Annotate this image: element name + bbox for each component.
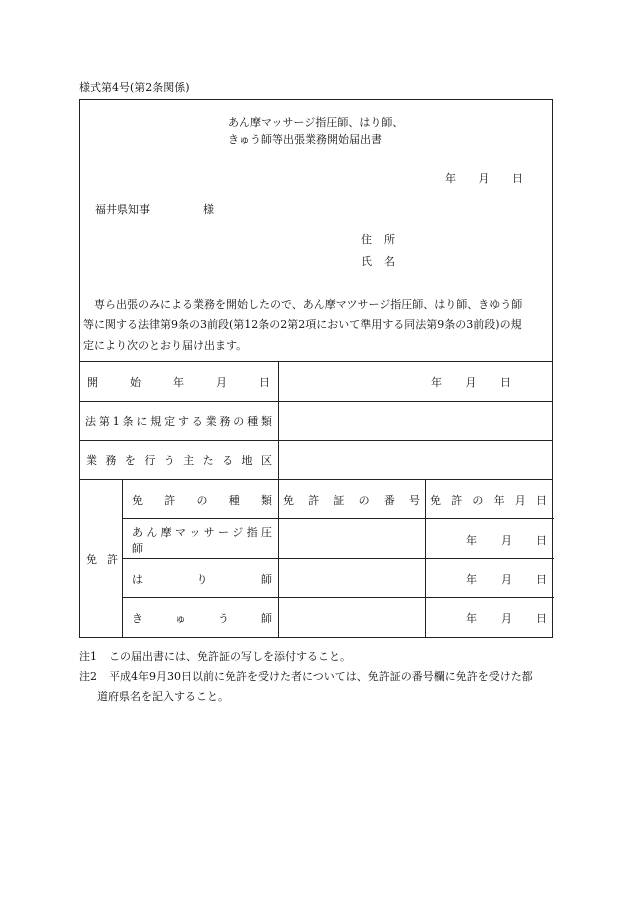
- label-char: 規: [150, 415, 162, 428]
- label-char: 業: [205, 415, 217, 428]
- label-char: の: [233, 415, 245, 428]
- type-char: ー: [217, 526, 229, 539]
- body-text-line1: 専ら出張のみによる業務を開始したので、あん摩マツサージ指圧師、はり師、きゆう師: [94, 298, 523, 311]
- header-char: 日: [535, 494, 547, 507]
- business-type-label: [85, 413, 272, 429]
- license-type-header: [132, 492, 272, 508]
- form-title-line2: きゅう師等出張業務開始届出書: [228, 133, 382, 146]
- license-type-amma-line1: [132, 524, 272, 540]
- table-top-line: [80, 361, 552, 362]
- start-date-label: [87, 374, 270, 390]
- name-label-1: 氏: [361, 255, 372, 268]
- business-type-input[interactable]: [280, 402, 552, 439]
- header-char: の: [358, 494, 370, 507]
- header-char: 年: [493, 494, 505, 507]
- month-unit: 月: [501, 612, 512, 625]
- type-char: 師: [261, 612, 272, 625]
- label-char: 日: [259, 376, 270, 389]
- license-number-header: [283, 492, 420, 508]
- address-field[interactable]: [361, 231, 395, 247]
- type-char: は: [132, 573, 143, 586]
- main-area-label: [86, 452, 272, 468]
- license-type-kyu: [132, 610, 272, 626]
- day-unit: 日: [536, 534, 547, 547]
- label-char: 業: [86, 454, 97, 467]
- note1-label: 注1: [79, 650, 97, 663]
- label-column-divider: [278, 361, 279, 638]
- header-char: 許: [164, 494, 176, 507]
- license-type-hari: [132, 571, 272, 587]
- type-char: 圧: [260, 526, 272, 539]
- day-unit: 日: [536, 612, 547, 625]
- label-char: 地: [241, 454, 253, 467]
- header-char: 番: [383, 494, 395, 507]
- note2-label: 注2: [79, 670, 97, 683]
- label-char: を: [124, 454, 136, 467]
- label-char: 法: [85, 415, 96, 428]
- type-char: あ: [132, 526, 143, 539]
- label-char: 定: [164, 415, 176, 428]
- type-char: う: [218, 612, 229, 625]
- main-area-input[interactable]: [280, 441, 552, 478]
- label-char: る: [191, 415, 203, 428]
- month-unit: 月: [478, 172, 490, 185]
- note2-text-line1: 平成4年9月30日以前に免許を受けた者については、免許証の番号欄に免許を受けた都: [109, 670, 533, 683]
- row-divider-3: [80, 479, 552, 480]
- start-date-input[interactable]: [431, 374, 511, 390]
- label-char: 条: [122, 415, 134, 428]
- license-label-divider: [122, 479, 123, 638]
- name-field[interactable]: [361, 253, 395, 269]
- form-number-label: 様式第4号(第2条関係): [79, 81, 190, 94]
- body-text-line2: 等に関する法律第9条の3前段(第12条の2第2項において準用する同法第9条の3前段)の規: [83, 318, 522, 331]
- license-number-input-kyu[interactable]: [280, 598, 424, 636]
- label-char: 月: [216, 376, 227, 389]
- month-unit: 月: [501, 534, 512, 547]
- year-unit: 年: [466, 612, 477, 625]
- label-char: 類: [260, 415, 272, 428]
- header-char: 証: [333, 494, 345, 507]
- type-char: ん: [146, 526, 158, 539]
- license-number-input-hari[interactable]: [280, 559, 424, 596]
- header-char: の: [472, 494, 484, 507]
- label-char: に: [136, 415, 148, 428]
- recipient-honorific: 様: [203, 203, 214, 216]
- label-char: 行: [144, 454, 156, 467]
- application-form: [79, 99, 553, 638]
- type-char: マ: [174, 526, 186, 539]
- label-char: 免: [86, 553, 97, 566]
- label-char: た: [202, 454, 214, 467]
- year-unit: 年: [445, 172, 456, 185]
- form-title-line1: あん摩マッサージ指圧師、はり師、: [228, 116, 404, 129]
- header-char: 免: [430, 494, 441, 507]
- label-char: る: [222, 454, 234, 467]
- day-unit: 日: [500, 376, 511, 389]
- license-date-input-kyu[interactable]: [466, 610, 547, 626]
- type-char: サ: [203, 526, 215, 539]
- type-char: 師: [261, 573, 272, 586]
- label-char: す: [177, 415, 189, 428]
- month-unit: 月: [501, 573, 512, 586]
- license-number-input-amma[interactable]: [280, 519, 424, 557]
- label-char: 第: [98, 415, 110, 428]
- header-char: 号: [408, 494, 420, 507]
- type-char: ジ: [232, 526, 244, 539]
- note1-text: この届出書には、免許証の写しを添付すること。: [109, 650, 351, 663]
- type-char: き: [132, 612, 143, 625]
- license-type-amma-line2: 師: [132, 542, 143, 555]
- type-char: 指: [246, 526, 258, 539]
- license-date-input-hari[interactable]: [466, 571, 547, 587]
- type-char: り: [196, 573, 208, 586]
- note2-text-line2: 道府県名を記入すること。: [97, 690, 229, 703]
- label-char: う: [163, 454, 175, 467]
- month-unit: 月: [465, 376, 477, 389]
- header-char: 許: [451, 494, 463, 507]
- year-unit: 年: [466, 534, 477, 547]
- label-char: 1: [112, 414, 120, 428]
- header-char: の: [196, 494, 208, 507]
- label-char: 始: [130, 376, 141, 389]
- day-unit: 日: [536, 573, 547, 586]
- license-date-header: [430, 492, 547, 508]
- body-text-line3: 定により次のとおり届け出ます。: [83, 339, 248, 352]
- header-char: 月: [514, 494, 526, 507]
- label-char: 区: [260, 454, 272, 467]
- label-char: 許: [107, 553, 118, 566]
- recipient-name: 福井県知事: [95, 203, 150, 216]
- label-char: 主: [183, 454, 195, 467]
- label-char: 年: [173, 376, 184, 389]
- address-label-2: 所: [384, 233, 395, 246]
- type-char: ゅ: [175, 612, 186, 625]
- type-char: 摩: [160, 526, 172, 539]
- label-char: 務: [219, 415, 231, 428]
- header-char: 免: [283, 494, 294, 507]
- license-date-input-amma[interactable]: [466, 532, 547, 548]
- header-char: 種: [228, 494, 240, 507]
- year-unit: 年: [466, 573, 477, 586]
- license-section-label: [86, 551, 118, 567]
- day-unit: 日: [512, 172, 523, 185]
- submission-date[interactable]: [445, 170, 523, 186]
- license-date-divider: [425, 479, 426, 638]
- header-char: 許: [308, 494, 320, 507]
- header-char: 免: [132, 494, 143, 507]
- name-label-2: 名: [384, 255, 395, 268]
- header-char: 類: [261, 494, 272, 507]
- label-char: 種: [247, 415, 259, 428]
- address-label-1: 住: [361, 233, 372, 246]
- label-char: 務: [105, 454, 117, 467]
- year-unit: 年: [431, 376, 442, 389]
- type-char: ッ: [189, 526, 201, 539]
- label-char: 開: [87, 376, 98, 389]
